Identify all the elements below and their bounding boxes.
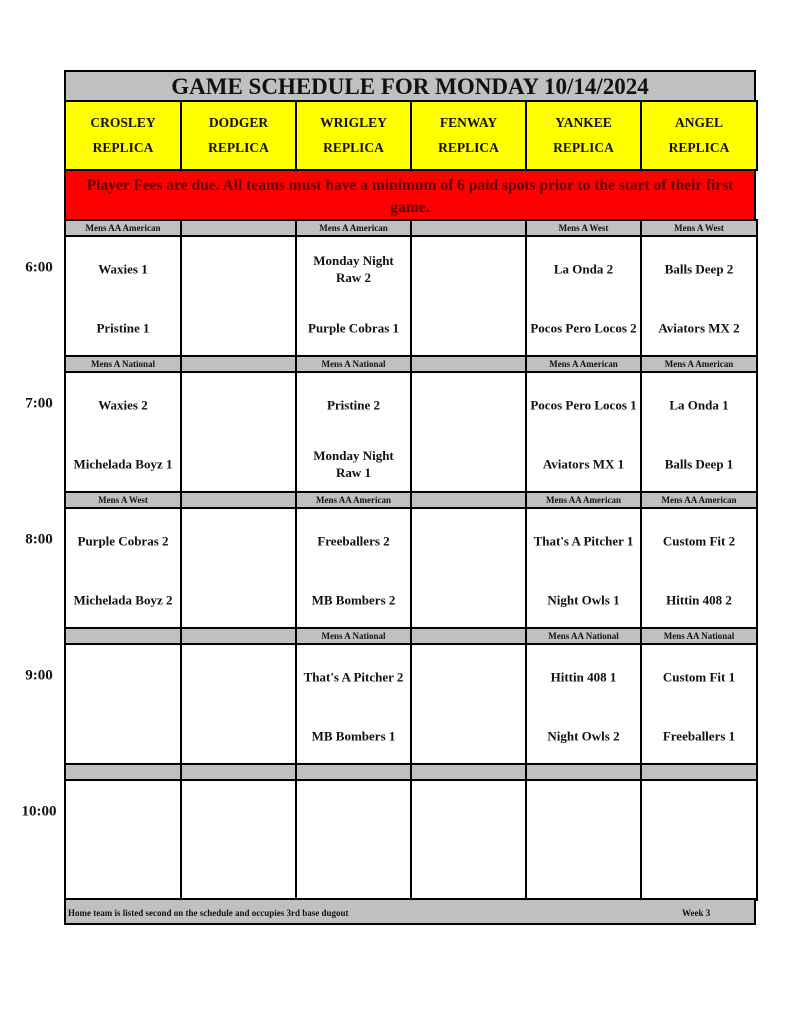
page-title: GAME SCHEDULE FOR MONDAY 10/14/2024 <box>64 70 756 102</box>
home-team: MB Bombers 1 <box>311 728 396 744</box>
away-team: Waxies 1 <box>98 261 148 277</box>
away-team: La Onda 1 <box>669 397 729 413</box>
time-label: 10:00 <box>21 803 57 820</box>
away-team: Monday Night Raw 2 <box>313 253 394 285</box>
away-team: That's A Pitcher 2 <box>303 669 404 685</box>
field-header <box>410 100 527 171</box>
away-team: Waxies 2 <box>98 397 148 413</box>
fees-notice: Player Fees are due. All teams must have a minimum of 6 paid spots prior to the start of their first game. <box>64 169 756 221</box>
away-team: Custom Fit 2 <box>662 533 736 549</box>
division-label: Mens A West <box>64 491 182 509</box>
field-name: DODGER <box>208 115 269 130</box>
field-name: FENWAY <box>439 115 498 130</box>
away-team: La Onda 2 <box>553 261 614 277</box>
home-team: Monday Night Raw 1 <box>313 448 394 480</box>
field-header <box>295 100 412 171</box>
field-sub: REPLICA <box>438 140 499 155</box>
division-label: Mens AA American <box>64 219 182 237</box>
home-team: Aviators MX 1 <box>542 456 625 472</box>
division-label: Mens A West <box>525 219 642 237</box>
division-label: Mens A National <box>64 355 182 373</box>
field-name: YANKEE <box>555 115 612 130</box>
field-name: WRIGLEY <box>320 115 387 130</box>
game-cell <box>64 643 182 765</box>
home-team: Freeballers 1 <box>662 728 736 744</box>
field-header <box>180 100 297 171</box>
division-label: Mens A National <box>295 355 412 373</box>
home-team: Night Owls 2 <box>547 728 620 744</box>
home-team: Night Owls 1 <box>547 592 620 608</box>
field-sub: REPLICA <box>323 140 384 155</box>
home-team: Michelada Boyz 2 <box>73 592 173 608</box>
game-cell <box>64 235 182 357</box>
field-sub: REPLICA <box>668 140 730 155</box>
game-cell <box>180 507 297 629</box>
division-label: Mens AA American <box>640 491 758 509</box>
game-cell <box>410 779 527 901</box>
division-label: Mens A American <box>640 355 758 373</box>
division-label: Mens AA American <box>525 491 642 509</box>
away-team: Purple Cobras 2 <box>77 533 169 549</box>
division-label: Mens A West <box>640 219 758 237</box>
game-cell <box>295 779 412 901</box>
field-header <box>64 100 182 171</box>
game-cell <box>295 643 412 765</box>
home-team: Purple Cobras 1 <box>308 320 399 336</box>
game-cell <box>410 371 527 493</box>
field-header <box>525 100 642 171</box>
game-cell <box>295 507 412 629</box>
field-sub: REPLICA <box>92 140 154 155</box>
game-cell <box>180 371 297 493</box>
time-label: 7:00 <box>25 395 53 412</box>
game-cell <box>295 235 412 357</box>
home-team: Pristine 1 <box>96 320 150 336</box>
game-cell <box>640 507 758 629</box>
home-team: Hittin 408 2 <box>666 592 732 608</box>
away-team: That's A Pitcher 1 <box>533 533 634 549</box>
field-name: CROSLEY <box>90 115 156 130</box>
division-label: Mens A American <box>295 219 412 237</box>
game-cell <box>64 779 182 901</box>
home-team: Balls Deep 1 <box>664 456 734 472</box>
division-label: Mens AA National <box>525 627 642 645</box>
time-label: 6:00 <box>25 259 53 276</box>
division-label: Mens AA American <box>295 491 412 509</box>
game-cell <box>410 507 527 629</box>
home-team: MB Bombers 2 <box>311 592 396 608</box>
game-cell <box>410 643 527 765</box>
away-team: Pocos Pero Locos 1 <box>530 397 637 413</box>
game-cell <box>640 779 758 901</box>
time-label: 9:00 <box>25 667 53 684</box>
game-cell <box>525 235 642 357</box>
field-sub: REPLICA <box>553 140 614 155</box>
away-team: Custom Fit 1 <box>662 669 736 685</box>
game-cell <box>640 235 758 357</box>
game-cell <box>525 507 642 629</box>
away-team: Pristine 2 <box>326 397 381 413</box>
field-header <box>640 100 758 171</box>
division-label: Mens A National <box>295 627 412 645</box>
field-name: ANGEL <box>674 115 723 130</box>
game-cell <box>410 235 527 357</box>
game-cell <box>180 643 297 765</box>
game-cell <box>295 371 412 493</box>
week-label: Week 3 <box>682 908 711 918</box>
home-team: Pocos Pero Locos 2 <box>530 320 637 336</box>
game-cell <box>525 779 642 901</box>
home-team: Michelada Boyz 1 <box>73 456 173 472</box>
away-team: Hittin 408 1 <box>550 669 617 685</box>
game-cell <box>180 235 297 357</box>
game-cell <box>64 507 182 629</box>
away-team: Freeballers 2 <box>317 533 390 549</box>
footer <box>64 898 756 925</box>
field-sub: REPLICA <box>208 140 269 155</box>
home-team: Aviators MX 2 <box>658 320 740 336</box>
game-cell <box>64 371 182 493</box>
game-cell <box>640 643 758 765</box>
time-label: 8:00 <box>25 531 53 548</box>
home-team-note: Home team is listed second on the schedule and occupies 3rd base dugout <box>68 908 349 918</box>
division-label: Mens A American <box>525 355 642 373</box>
division-label: Mens AA National <box>640 627 758 645</box>
game-cell <box>525 643 642 765</box>
game-cell <box>180 779 297 901</box>
game-cell <box>640 371 758 493</box>
away-team: Balls Deep 2 <box>664 261 734 277</box>
game-cell <box>525 371 642 493</box>
